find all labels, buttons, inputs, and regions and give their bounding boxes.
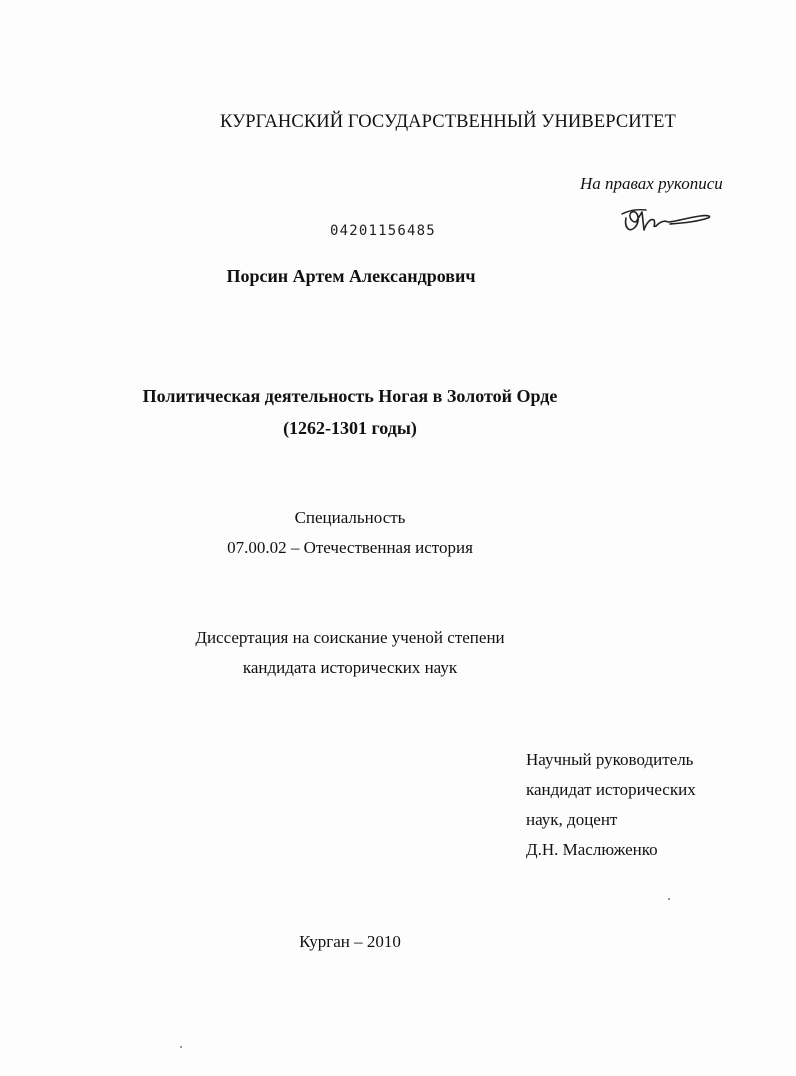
- supervisor-name: Д.Н. Маслюженко: [526, 840, 658, 859]
- scan-speck: [668, 898, 670, 900]
- place-and-year: Курган – 2010: [299, 932, 401, 951]
- author-name: Порсин Артем Александрович: [226, 266, 476, 286]
- specialty-value: 07.00.02 – Отечественная история: [227, 538, 473, 557]
- dissertation-title-line-1: Политическая деятельность Ногая в Золотой Орде: [142, 386, 558, 406]
- document-code: 04201156485: [330, 223, 436, 239]
- specialty-label: Специальность: [294, 508, 406, 527]
- supervisor-title: наук, доцент: [526, 810, 618, 829]
- degree-line-1: Диссертация на соискание ученой степени: [195, 628, 505, 647]
- degree-line-2: кандидата исторических наук: [242, 658, 458, 677]
- scan-speck: [180, 1046, 182, 1048]
- supervisor-degree: кандидат исторических: [526, 780, 696, 799]
- supervisor-role: Научный руководитель: [526, 750, 694, 769]
- university-name: КУРГАНСКИЙ ГОСУДАРСТВЕННЫЙ УНИВЕРСИТЕТ: [220, 112, 676, 132]
- dissertation-title-line-2: (1262-1301 годы): [283, 418, 417, 438]
- signature-icon: [616, 200, 716, 240]
- manuscript-rights-note: На правах рукописи: [580, 174, 723, 193]
